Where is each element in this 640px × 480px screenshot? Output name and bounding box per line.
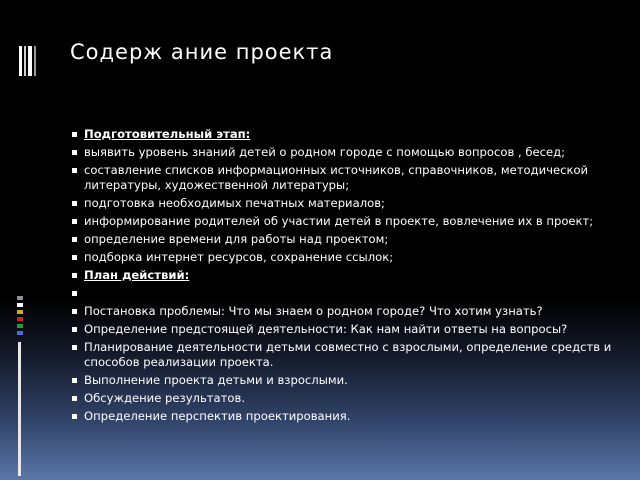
list-item-text: Подготовительный этап: [84,127,251,141]
list-item [72,304,612,319]
slide-title: Содерж ание проекта [70,40,334,64]
bullet-square-icon [72,168,77,173]
list-item [72,322,612,337]
bullet-square-icon [72,396,77,401]
list-item [72,373,612,388]
bullet-square-icon [72,255,77,260]
bullet-square-icon [72,219,77,224]
decorative-stripes [19,46,37,76]
bullet-square-icon [72,414,77,419]
list-item-text: Определение предстоящей деятельности: Как нам найти ответы на вопросы? [84,322,568,336]
bullet-square-icon [72,345,77,350]
bullet-list [72,127,612,427]
list-item [72,232,612,247]
list-item [72,250,612,265]
list-item-text: Обсуждение результатов. [84,391,246,405]
list-item-text: Постановка проблемы: Что мы знаем о родном городе? Что хотим узнать? [84,304,543,318]
list-item-text: Выполнение проекта детьми и взрослыми. [84,373,348,387]
list-item [72,163,612,193]
bullet-square-icon [72,201,77,206]
list-item [72,409,612,424]
bullet-square-icon [72,273,77,278]
list-item [72,145,612,160]
list-item [72,127,612,142]
list-item [72,286,612,301]
list-item-text: определение времени для работы над проектом; [84,232,389,246]
list-item [72,196,612,211]
bullet-square-icon [72,132,77,137]
bullet-square-icon [72,327,77,332]
list-item-text: План действий: [84,268,190,282]
bullet-square-icon [72,150,77,155]
list-item-text: информирование родителей об участии детей в проекте, вовлечение их в проект; [84,214,594,228]
list-item [72,391,612,406]
list-item-text: подготовка необходимых печатных материалов; [84,196,385,210]
list-item-text: выявить уровень знаний детей о родном городе с помощью вопросов , бесед; [84,145,566,159]
decorative-color-bar [17,296,25,478]
list-item-text: Планирование деятельности детьми совместно с взрослыми, определение средств и способов реализации проекта. [84,340,612,369]
bullet-square-icon [72,291,77,296]
list-item-text: составление списков информационных источников, справочников, методической литературы, художественной литературы; [84,163,589,192]
list-item-text: Определение перспектив проектирования. [84,409,351,423]
bullet-square-icon [72,309,77,314]
list-item [72,268,612,283]
list-item [72,340,612,370]
list-item-text: подборка интернет ресурсов, сохранение ссылок; [84,250,394,264]
list-item [72,214,612,229]
bullet-square-icon [72,237,77,242]
bullet-square-icon [72,378,77,383]
